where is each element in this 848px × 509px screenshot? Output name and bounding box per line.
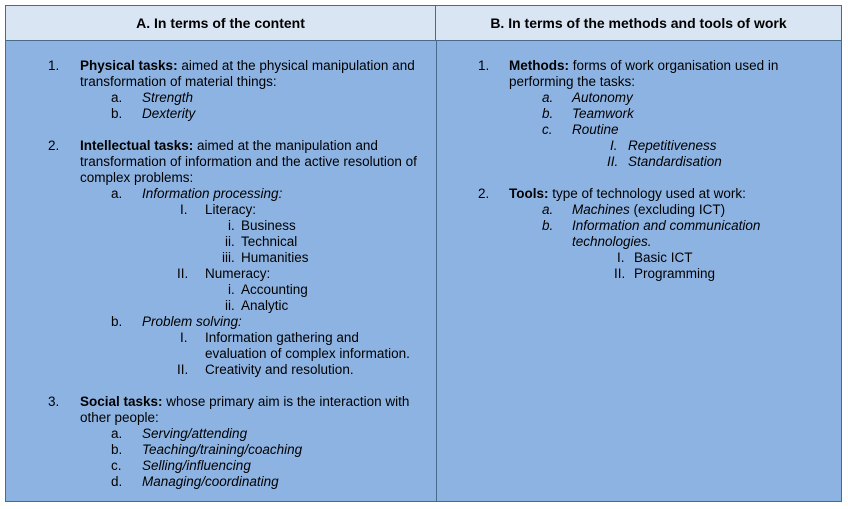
tools-line [509, 186, 746, 202]
list-item: Information processing: [142, 186, 283, 201]
physical-tasks-title: Physical tasks: [80, 58, 178, 73]
header-methods-tools-label: B. In terms of the methods and tools of work [490, 15, 787, 31]
list-marker: a. [542, 202, 554, 217]
list-marker: II. [177, 266, 189, 281]
list-marker: b. [111, 314, 123, 329]
list-item: Selling/influencing [142, 458, 251, 473]
list-item: Business [241, 218, 296, 233]
tools-desc: type of technology used at work: [548, 186, 746, 201]
list-marker: b. [542, 106, 554, 121]
list-marker: I. [180, 202, 188, 217]
list-item: Technical [241, 234, 298, 249]
header-methods-tools [436, 6, 841, 41]
header-content-label: A. In terms of the content [136, 15, 305, 31]
list-marker: II. [177, 362, 189, 377]
list-item-cont: technologies. [572, 234, 652, 249]
list-marker: b. [111, 442, 123, 457]
machines-label: Machines [572, 202, 630, 217]
intellectual-tasks-line [80, 138, 378, 154]
list-item: Managing/coordinating [142, 474, 279, 489]
list-marker: I. [617, 250, 625, 265]
social-tasks-desc: whose primary aim is the interaction with [162, 394, 410, 409]
list-item: Analytic [241, 298, 289, 313]
list-marker: ii. [225, 234, 235, 249]
list-item: Literacy: [205, 202, 257, 217]
social-tasks-line [80, 394, 409, 410]
header-content [6, 6, 436, 41]
list-marker: ii. [225, 298, 235, 313]
list-item: Programming [634, 266, 716, 281]
list-marker: i. [228, 282, 235, 297]
list-item: Information and communication [572, 218, 761, 233]
list-item: Humanities [241, 250, 309, 265]
list-marker: I. [610, 138, 618, 153]
list-item: Serving/attending [142, 426, 248, 441]
list-marker: b. [542, 218, 554, 233]
intellectual-tasks-title: Intellectual tasks: [80, 138, 194, 153]
list-item: Basic ICT [634, 250, 693, 265]
list-marker: b. [111, 106, 123, 121]
tools-title: Tools: [509, 186, 549, 201]
list-marker: c. [542, 122, 553, 137]
list-marker: d. [111, 474, 123, 489]
machines-note: (excluding ICT) [629, 202, 726, 217]
list-item: Teamwork [572, 106, 634, 121]
column-divider [436, 41, 437, 501]
physical-tasks-desc-2: transformation of material things: [80, 74, 277, 89]
list-item: Strength [142, 90, 194, 105]
task-classification-table [5, 5, 842, 502]
physical-tasks-line [80, 58, 415, 74]
list-item: Information gathering and [205, 330, 359, 345]
list-number: 1. [478, 58, 490, 73]
machines-line [572, 202, 725, 218]
intellectual-tasks-desc-3: complex problems: [80, 170, 194, 185]
intellectual-tasks-desc: aimed at the manipulation and [193, 138, 378, 153]
list-marker: II. [614, 266, 626, 281]
list-marker: II. [607, 154, 619, 169]
list-marker: c. [111, 458, 122, 473]
list-item: Teaching/training/coaching [142, 442, 303, 457]
list-number: 1. [48, 58, 60, 73]
list-marker: I. [180, 330, 188, 345]
list-number: 2. [478, 186, 490, 201]
methods-line [509, 58, 778, 74]
list-marker: a. [111, 90, 123, 105]
list-item: Accounting [241, 282, 308, 297]
list-item: Dexterity [142, 106, 196, 121]
methods-desc-2: performing the tasks: [509, 74, 636, 89]
social-tasks-desc-2: other people: [80, 410, 159, 425]
methods-title: Methods: [509, 58, 569, 73]
list-number: 3. [48, 394, 60, 409]
physical-tasks-desc: aimed at the physical manipulation and [177, 58, 415, 73]
methods-desc: forms of work organisation used in [569, 58, 779, 73]
list-number: 2. [48, 138, 60, 153]
list-marker: a. [111, 426, 123, 441]
list-item: Routine [572, 122, 619, 137]
list-item-cont: evaluation of complex information. [205, 346, 410, 361]
list-marker: i. [228, 218, 235, 233]
list-item: Creativity and resolution. [205, 362, 354, 377]
list-item: Repetitiveness [628, 138, 717, 153]
list-item: Problem solving: [142, 314, 242, 329]
list-item: Autonomy [572, 90, 633, 105]
list-marker: iii. [222, 250, 235, 265]
list-marker: a. [542, 90, 554, 105]
social-tasks-title: Social tasks: [80, 394, 163, 409]
list-item: Numeracy: [205, 266, 271, 281]
list-item: Standardisation [628, 154, 722, 169]
intellectual-tasks-desc-2: transformation of information and the active resolution of [80, 154, 417, 169]
list-marker: a. [111, 186, 123, 201]
